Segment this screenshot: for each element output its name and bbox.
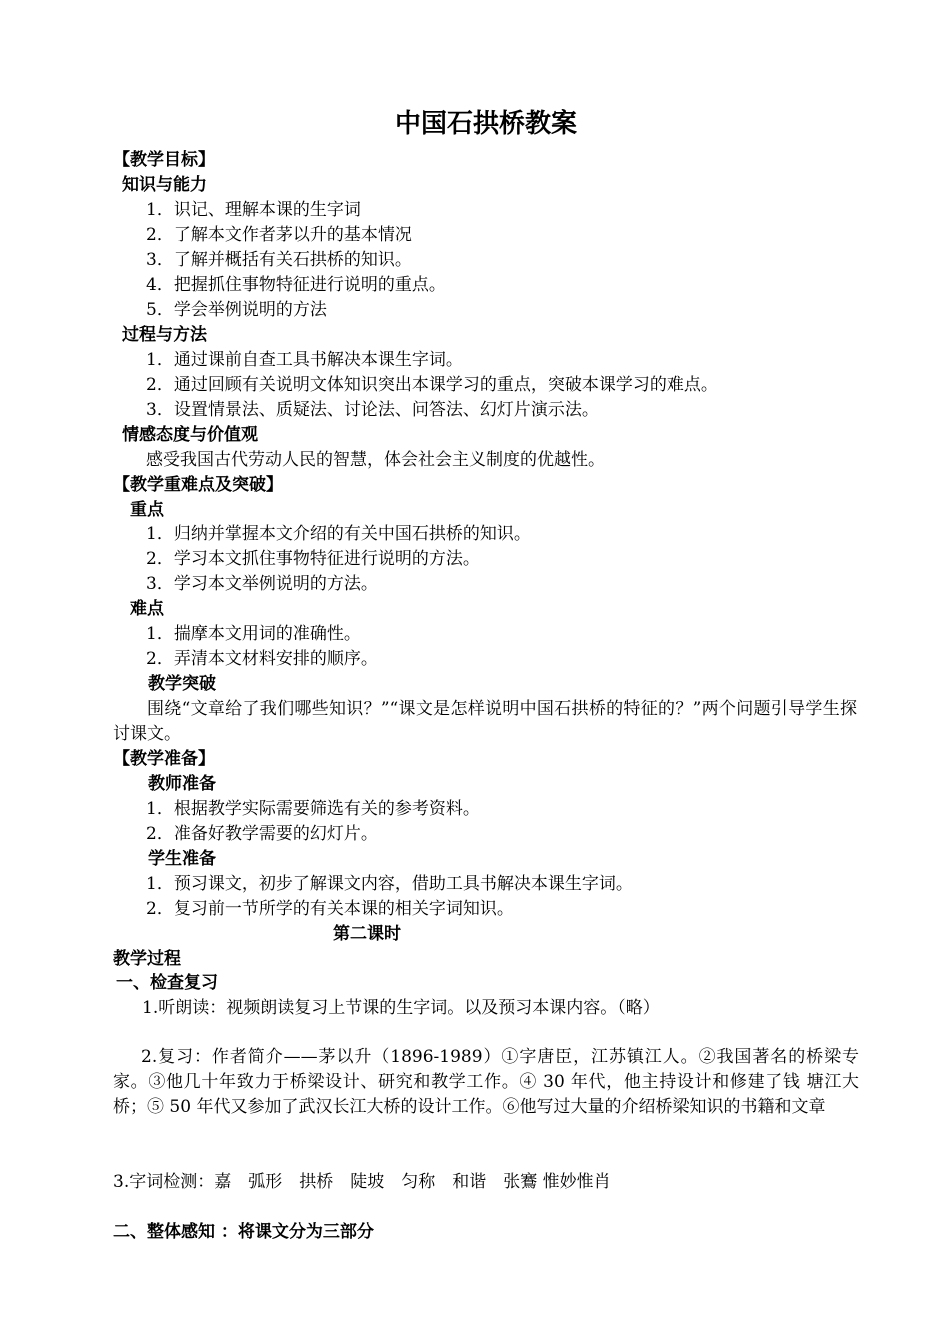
prep-heading: 【教学准备】 bbox=[113, 749, 215, 769]
emotion-heading: 情感态度与价值观 bbox=[122, 425, 258, 445]
key-item: 1．归纳并掌握本文介绍的有关中国石拱桥的知识。 bbox=[146, 524, 531, 544]
student-prep-heading: 学生准备 bbox=[148, 849, 216, 869]
teacher-prep-item: 1．根据教学实际需要筛选有关的参考资料。 bbox=[146, 799, 480, 819]
break-text: 围绕“文章给了我们哪些知识？”“课文是怎样说明中国石拱桥的特征的？”两个问题引导学生探讨课文。 bbox=[113, 699, 857, 744]
process-item: 2．通过回顾有关说明文体知识突出本课学习的重点，突破本课学习的难点。 bbox=[146, 375, 718, 395]
goals-heading: 【教学目标】 bbox=[113, 150, 215, 170]
knowledge-item: 1．识记、理解本课的生字词 bbox=[146, 200, 361, 220]
teacher-prep-heading: 教师准备 bbox=[148, 774, 216, 794]
key-item: 3．学习本文举例说明的方法。 bbox=[146, 574, 378, 594]
session-label: 第二课时 bbox=[333, 924, 401, 944]
process-heading: 过程与方法 bbox=[122, 325, 207, 345]
word-check: 3.字词检测：嘉 弧形 拱桥 陡坡 匀称 和谐 张鶱 惟妙惟肖 bbox=[113, 1172, 611, 1192]
process-item: 1．通过课前自查工具书解决本课生字词。 bbox=[146, 350, 463, 370]
process-item: 3．设置情景法、质疑法、讨论法、问答法、幻灯片演示法。 bbox=[146, 400, 599, 420]
key-heading: 重点 bbox=[130, 500, 164, 520]
key-item: 2．学习本文抓住事物特征进行说明的方法。 bbox=[146, 549, 480, 569]
review-paragraph: 2.复习：作者简介——茅以升（1896-1989）①字唐臣，江苏镇江人。②我国著名的桥梁专家。③他几十年致力于桥梁设计、研究和教学工作。④ 30 年代，他主持设计和修建了钱 塘江大桥；⑤ 50 年代又参加了武汉长江大桥的设计工作。⑥他写过大量的介绍桥梁知识的书籍和文章 bbox=[113, 1047, 859, 1117]
break-heading: 教学突破 bbox=[148, 674, 216, 694]
emotion-text: 感受我国古代劳动人民的智慧，体会社会主义制度的优越性。 bbox=[146, 450, 605, 470]
diff-item: 2．弄清本文材料安排的顺序。 bbox=[146, 649, 378, 669]
diff-heading: 难点 bbox=[130, 599, 164, 619]
teacher-prep-item: 2．准备好教学需要的幻灯片。 bbox=[146, 824, 378, 844]
diff-item: 1．揣摩本文用词的准确性。 bbox=[146, 624, 361, 644]
knowledge-item: 5．学会举例说明的方法 bbox=[146, 300, 327, 320]
knowledge-item: 2．了解本文作者茅以升的基本情况 bbox=[146, 225, 412, 245]
process-section-heading: 教学过程 bbox=[113, 949, 181, 969]
part1-heading: 一、检查复习 bbox=[116, 973, 218, 993]
listen-item: 1.听朗读：视频朗读复习上节课的生字词。以及预习本课内容。（略） bbox=[142, 998, 660, 1018]
document-title: 中国石拱桥教案 bbox=[394, 109, 577, 139]
student-prep-item: 1．预习课文，初步了解课文内容，借助工具书解决本课生字词。 bbox=[146, 874, 633, 894]
keypoints-heading: 【教学重难点及突破】 bbox=[113, 475, 283, 495]
knowledge-item: 4．把握抓住事物特征进行说明的重点。 bbox=[146, 275, 446, 295]
knowledge-heading: 知识与能力 bbox=[122, 175, 207, 195]
student-prep-item: 2．复习前一节所学的有关本课的相关字词知识。 bbox=[146, 899, 514, 919]
knowledge-item: 3．了解并概括有关石拱桥的知识。 bbox=[146, 250, 412, 270]
part2-heading: 二、整体感知 ：将课文分为三部分 bbox=[113, 1222, 374, 1242]
